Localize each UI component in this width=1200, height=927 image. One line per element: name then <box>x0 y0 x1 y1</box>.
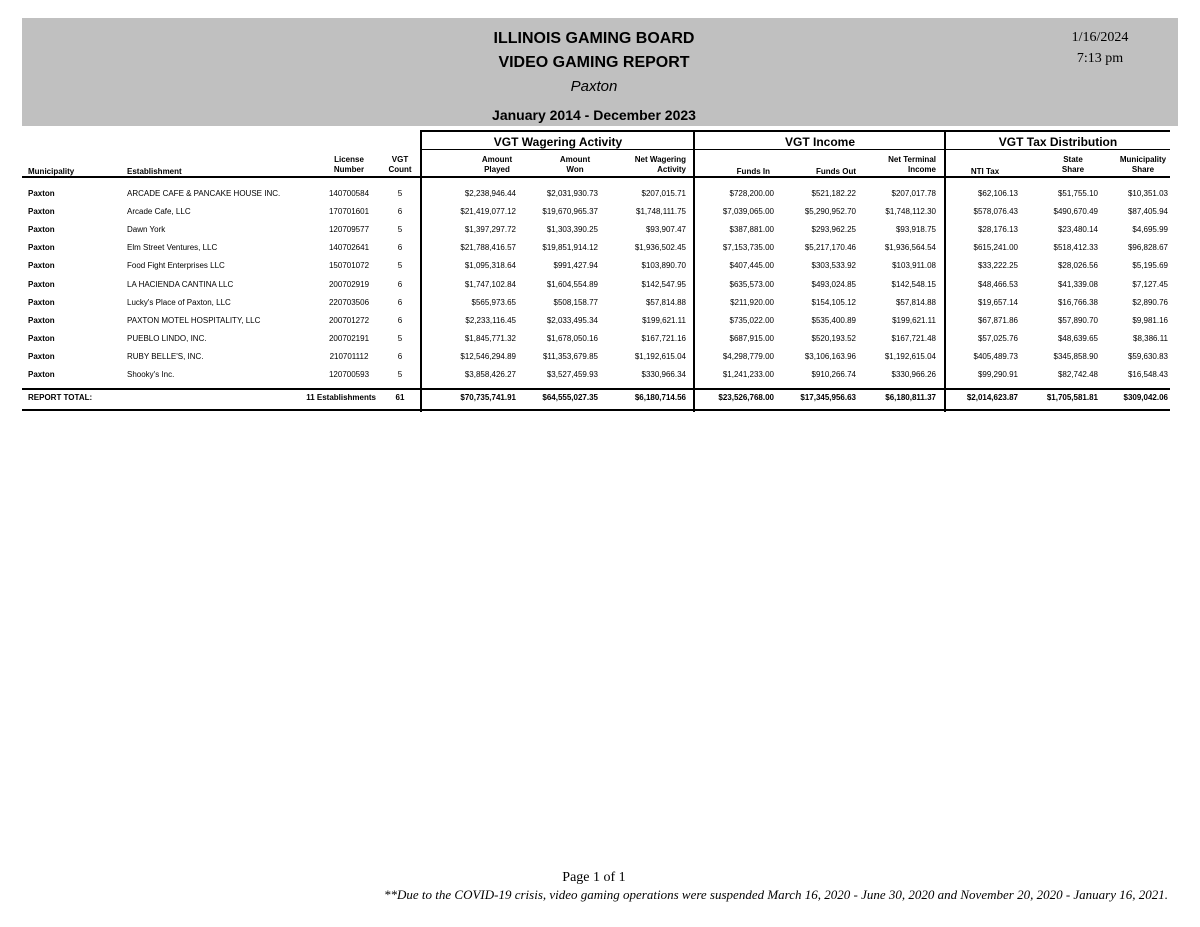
cell-funds-in: $635,573.00 <box>729 279 774 289</box>
cell-vgt-count: 6 <box>397 243 403 253</box>
group-income: VGT Income <box>693 130 945 150</box>
cell-funds-in: $1,241,233.00 <box>722 370 774 379</box>
cell-municipality: Paxton <box>28 315 55 325</box>
report-time: 7:13 pm <box>1076 51 1124 66</box>
cell-nti-tax: $99,290.91 <box>977 370 1018 379</box>
cell-amount-won: $19,851,914.12 <box>542 243 598 253</box>
cell-vgt-count: 5 <box>397 370 403 379</box>
cell-state-share: $16,766.38 <box>1057 297 1098 307</box>
cell-funds-out: $520,193.52 <box>811 333 856 343</box>
cell-municipality-share: $96,828.67 <box>1127 243 1168 253</box>
cell-establishment: RUBY BELLE'S, INC. <box>127 351 204 361</box>
cell-establishment: PUEBLO LINDO, INC. <box>127 333 207 343</box>
cell-amount-played: $21,788,416.57 <box>460 243 516 253</box>
cell-funds-in: $407,445.00 <box>729 261 774 271</box>
cell-amount-played: $1,397,297.72 <box>464 225 516 235</box>
cell-net-wagering: $207,015.71 <box>641 189 686 198</box>
cell-nti-tax: $48,466.53 <box>977 279 1018 289</box>
cell-nti-tax: $28,176.13 <box>977 225 1018 235</box>
cell-funds-out: $910,266.74 <box>811 370 856 379</box>
cell-net-wagering: $103,890.70 <box>641 261 686 271</box>
cell-license: 120700593 <box>328 370 370 379</box>
cell-net-terminal-income: $330,966.26 <box>891 370 936 379</box>
total-rule-top <box>22 388 1170 390</box>
total-won: $64,555,027.35 <box>542 393 598 402</box>
table-row <box>0 205 1200 219</box>
cell-state-share: $57,890.70 <box>1057 315 1098 325</box>
cell-license: 140700584 <box>328 189 370 198</box>
cell-municipality: Paxton <box>28 207 55 217</box>
table-row <box>0 314 1200 328</box>
total-row <box>0 391 1200 405</box>
cell-license: 150701072 <box>328 261 370 271</box>
cell-municipality: Paxton <box>28 243 55 253</box>
header-rule <box>22 176 1170 178</box>
cell-municipality: Paxton <box>28 261 55 271</box>
cell-license: 140702641 <box>328 243 370 253</box>
cell-state-share: $82,742.48 <box>1057 370 1098 379</box>
cell-funds-in: $735,022.00 <box>729 315 774 325</box>
cell-amount-played: $21,419,077.12 <box>460 207 516 217</box>
group-tax: VGT Tax Distribution <box>944 130 1170 150</box>
cell-amount-won: $3,527,459.93 <box>546 370 598 379</box>
cell-amount-won: $2,031,930.73 <box>546 189 598 198</box>
total-state-share: $1,705,581.81 <box>1046 393 1098 402</box>
cell-state-share: $51,755.10 <box>1057 189 1098 198</box>
col-amount-played: Amount Played <box>481 155 513 174</box>
total-label: REPORT TOTAL: <box>28 393 93 402</box>
cell-nti-tax: $615,241.00 <box>973 243 1018 253</box>
cell-funds-out: $535,400.89 <box>811 315 856 325</box>
cell-nti-tax: $19,657.14 <box>977 297 1018 307</box>
total-vgt: 61 <box>395 393 405 402</box>
cell-nti-tax: $67,871.86 <box>977 315 1018 325</box>
cell-municipality-share: $2,890.76 <box>1132 297 1168 307</box>
cell-net-terminal-income: $167,721.48 <box>891 333 936 343</box>
cell-funds-out: $303,533.92 <box>811 261 856 271</box>
cell-municipality-share: $4,695.99 <box>1132 225 1168 235</box>
cell-amount-won: $1,678,050.16 <box>546 333 598 343</box>
total-funds-out: $17,345,956.63 <box>800 393 856 402</box>
col-state-share: State Share <box>1061 155 1085 174</box>
cell-nti-tax: $405,489.73 <box>973 351 1018 361</box>
cell-municipality-share: $9,981.16 <box>1132 315 1168 325</box>
table-row <box>0 332 1200 346</box>
cell-funds-out: $5,217,170.46 <box>804 243 856 253</box>
total-funds-in: $23,526,768.00 <box>718 393 774 402</box>
cell-funds-in: $728,200.00 <box>729 189 774 198</box>
cell-municipality-share: $8,386.11 <box>1133 333 1168 343</box>
cell-net-terminal-income: $142,548.15 <box>891 279 936 289</box>
cell-state-share: $41,339.08 <box>1057 279 1098 289</box>
cell-vgt-count: 6 <box>397 315 403 325</box>
cell-amount-played: $2,233,116.45 <box>465 315 516 325</box>
cell-net-wagering: $1,748,111.75 <box>636 207 686 217</box>
col-municipality: Municipality <box>28 167 75 176</box>
cell-net-terminal-income: $1,936,564.54 <box>884 243 936 253</box>
cell-amount-played: $1,095,318.64 <box>464 261 516 271</box>
total-net-wagering: $6,180,714.56 <box>634 393 686 402</box>
cell-license: 170701601 <box>328 207 370 217</box>
cell-license: 200702919 <box>328 279 370 289</box>
cell-vgt-count: 5 <box>397 333 403 343</box>
table-row <box>0 187 1200 201</box>
cell-municipality: Paxton <box>28 370 55 379</box>
cell-establishment: Food Fight Enterprises LLC <box>127 261 225 271</box>
cell-municipality: Paxton <box>28 189 55 198</box>
cell-license: 210701112 <box>329 351 369 361</box>
cell-vgt-count: 5 <box>397 189 403 198</box>
cell-amount-played: $1,845,771.32 <box>464 333 516 343</box>
col-vgt-count: VGT Count <box>388 155 412 174</box>
cell-vgt-count: 6 <box>397 351 403 361</box>
cell-net-wagering: $1,936,502.45 <box>634 243 686 253</box>
cell-establishment: Dawn York <box>127 225 166 235</box>
report-period: January 2014 - December 2023 <box>492 107 696 123</box>
group-wagering: VGT Wagering Activity <box>420 130 694 150</box>
cell-establishment: Arcade Cafe, LLC <box>127 207 191 217</box>
cell-amount-played: $1,747,102.84 <box>464 279 516 289</box>
table-row <box>0 259 1200 273</box>
cell-nti-tax: $578,076.43 <box>973 207 1018 217</box>
cell-amount-won: $11,353,679.85 <box>542 351 598 361</box>
total-nti: $6,180,811.37 <box>885 393 936 402</box>
cell-net-terminal-income: $207,017.78 <box>891 189 936 198</box>
cell-funds-out: $521,182.22 <box>811 189 856 198</box>
cell-license: 120709577 <box>328 225 370 235</box>
cell-funds-in: $7,153,735.00 <box>722 243 774 253</box>
col-nti-tax: NTI Tax <box>970 167 1000 176</box>
cell-funds-out: $3,106,163.96 <box>804 351 856 361</box>
cell-municipality-share: $5,195.69 <box>1132 261 1168 271</box>
cell-net-wagering: $142,547.95 <box>641 279 686 289</box>
cell-nti-tax: $57,025.76 <box>977 333 1018 343</box>
cell-funds-in: $387,881.00 <box>729 225 774 235</box>
cell-establishment: PAXTON MOTEL HOSPITALITY, LLC <box>127 315 261 325</box>
cell-municipality-share: $16,548.43 <box>1127 370 1168 379</box>
cell-nti-tax: $33,222.25 <box>977 261 1018 271</box>
cell-establishment: Shooky's Inc. <box>127 370 175 379</box>
cell-net-wagering: $330,966.34 <box>641 370 686 379</box>
cell-net-wagering: $1,192,615.04 <box>634 351 686 361</box>
total-nti-tax: $2,014,623.87 <box>966 393 1018 402</box>
cell-license: 200701272 <box>328 315 370 325</box>
cell-establishment: Lucky's Place of Paxton, LLC <box>127 297 231 307</box>
col-amount-won: Amount Won <box>559 155 591 174</box>
col-net-wagering: Net Wagering Activity <box>634 155 686 174</box>
cell-state-share: $345,858.90 <box>1053 351 1098 361</box>
page-number: Page 1 of 1 <box>562 870 626 885</box>
col-funds-in: Funds In <box>736 167 770 176</box>
cell-net-terminal-income: $103,911.08 <box>892 261 936 271</box>
cell-municipality: Paxton <box>28 279 55 289</box>
cell-funds-out: $154,105.12 <box>811 297 856 307</box>
cell-municipality: Paxton <box>28 225 55 235</box>
table-row <box>0 296 1200 310</box>
cell-amount-won: $991,427.94 <box>553 261 598 271</box>
cell-net-wagering: $57,814.88 <box>645 297 686 307</box>
report-municipality: Paxton <box>570 78 618 95</box>
cell-net-terminal-income: $1,748,112.30 <box>885 207 936 217</box>
cell-establishment: ARCADE CAFE & PANCAKE HOUSE INC. <box>127 189 281 198</box>
total-played: $70,735,741.91 <box>460 393 516 402</box>
cell-municipality-share: $7,127.45 <box>1132 279 1168 289</box>
cell-municipality: Paxton <box>28 351 55 361</box>
cell-vgt-count: 5 <box>397 261 403 271</box>
cell-funds-in: $7,039,065.00 <box>722 207 774 217</box>
table-row <box>0 223 1200 237</box>
cell-funds-out: $493,024.85 <box>811 279 856 289</box>
cell-net-terminal-income: $199,621.11 <box>892 315 936 325</box>
cell-municipality-share: $59,630.83 <box>1127 351 1168 361</box>
cell-establishment: LA HACIENDA CANTINA LLC <box>127 279 234 289</box>
cell-license: 220703506 <box>328 297 370 307</box>
cell-license: 200702191 <box>328 333 370 343</box>
col-license: License Number <box>333 155 365 174</box>
total-municipality-share: $309,042.06 <box>1123 393 1168 402</box>
cell-funds-out: $293,962.25 <box>811 225 856 235</box>
cell-state-share: $48,639.65 <box>1057 333 1098 343</box>
cell-amount-won: $1,604,554.89 <box>546 279 598 289</box>
cell-amount-won: $2,033,495.34 <box>546 315 598 325</box>
cell-amount-won: $1,303,390.25 <box>546 225 598 235</box>
cell-amount-played: $3,858,426.27 <box>464 370 516 379</box>
cell-net-wagering: $167,721.16 <box>641 333 686 343</box>
table-row <box>0 350 1200 364</box>
cell-net-terminal-income: $57,814.88 <box>895 297 936 307</box>
cell-amount-played: $2,238,946.44 <box>464 189 516 198</box>
cell-municipality: Paxton <box>28 333 55 343</box>
cell-municipality: Paxton <box>28 297 55 307</box>
total-establishments: 11 Establishments <box>306 393 376 402</box>
col-establishment: Establishment <box>127 167 182 176</box>
table-row <box>0 278 1200 292</box>
cell-vgt-count: 6 <box>397 297 403 307</box>
cell-amount-played: $565,973.65 <box>471 297 516 307</box>
cell-state-share: $28,026.56 <box>1057 261 1098 271</box>
report-title: ILLINOIS GAMING BOARD <box>493 30 695 47</box>
table-row <box>0 241 1200 255</box>
report-date: 1/16/2024 <box>1071 30 1129 45</box>
total-rule-bottom <box>22 409 1170 411</box>
col-net-terminal-income: Net Terminal Income <box>888 155 936 174</box>
cell-amount-won: $19,670,965.37 <box>542 207 598 217</box>
cell-funds-in: $687,915.00 <box>729 333 774 343</box>
covid-footnote: **Due to the COVID-19 crisis, video gaming operations were suspended March 16, 2020 - June 30, 2020 and November 20, 2020 - January 16, 2021. <box>384 887 1168 902</box>
cell-municipality-share: $10,351.03 <box>1127 189 1168 198</box>
cell-amount-played: $12,546,294.89 <box>460 351 516 361</box>
cell-vgt-count: 6 <box>397 279 403 289</box>
cell-establishment: Elm Street Ventures, LLC <box>127 243 218 253</box>
cell-vgt-count: 5 <box>397 225 403 235</box>
report-subtitle: VIDEO GAMING REPORT <box>498 54 690 71</box>
cell-funds-out: $5,290,952.70 <box>804 207 856 217</box>
cell-funds-in: $211,920.00 <box>730 297 774 307</box>
table-row <box>0 368 1200 382</box>
cell-state-share: $490,670.49 <box>1053 207 1098 217</box>
cell-amount-won: $508,158.77 <box>553 297 598 307</box>
cell-net-wagering: $93,907.47 <box>645 225 686 235</box>
cell-vgt-count: 6 <box>397 207 403 217</box>
cell-net-terminal-income: $1,192,615.04 <box>884 351 936 361</box>
cell-municipality-share: $87,405.94 <box>1127 207 1168 217</box>
col-funds-out: Funds Out <box>816 167 856 176</box>
cell-funds-in: $4,298,779.00 <box>722 351 774 361</box>
cell-net-wagering: $199,621.11 <box>642 315 686 325</box>
cell-state-share: $23,480.14 <box>1057 225 1098 235</box>
col-municipality-share: Municipality Share <box>1119 155 1167 174</box>
cell-nti-tax: $62,106.13 <box>977 189 1018 198</box>
cell-state-share: $518,412.33 <box>1053 243 1098 253</box>
cell-net-terminal-income: $93,918.75 <box>895 225 936 235</box>
